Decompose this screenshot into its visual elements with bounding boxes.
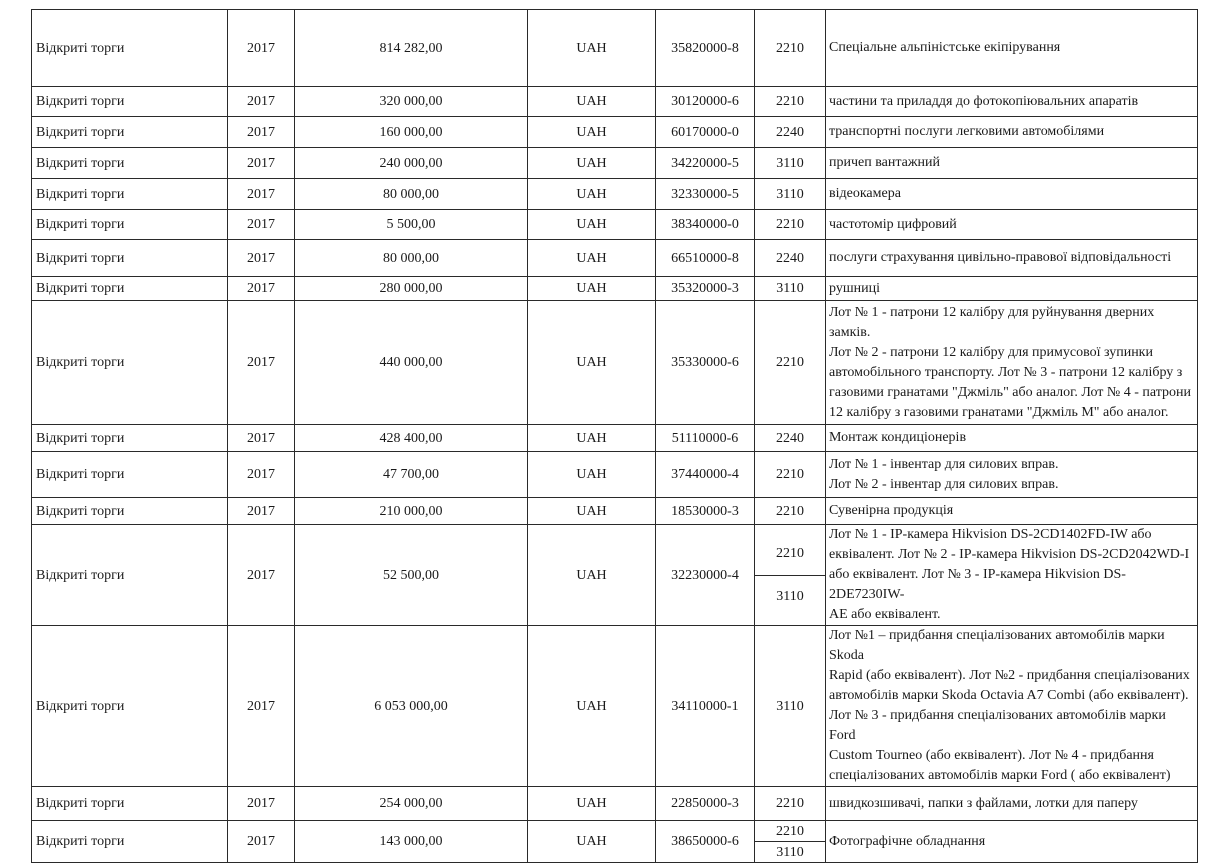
cell-currency: UAH <box>528 277 656 301</box>
cell-currency: UAH <box>528 452 656 498</box>
table-row <box>32 87 1198 117</box>
cell-year: 2017 <box>228 210 295 240</box>
description-line: послуги страхування цивільно-правової відповідальності <box>829 250 1172 265</box>
table-row <box>32 498 1198 525</box>
cell-description <box>826 148 1198 179</box>
cell-kekv: 2210 <box>755 787 826 821</box>
cell-year: 2017 <box>228 525 295 626</box>
table-row <box>32 117 1198 148</box>
cell-kekv: 3110 <box>755 626 826 787</box>
cell-kekv: 2210 <box>755 10 826 87</box>
cell-amount: 5 500,00 <box>295 210 528 240</box>
cell-amount: 440 000,00 <box>295 301 528 425</box>
cell-kekv: 2240 <box>755 117 826 148</box>
kekv-code: 3110 <box>755 575 825 618</box>
cell-description <box>826 787 1198 821</box>
cell-amount: 280 000,00 <box>295 277 528 301</box>
cell-procedure: Відкриті торги <box>32 301 228 425</box>
cell-amount: 80 000,00 <box>295 240 528 277</box>
cell-cpv: 35330000-6 <box>656 301 755 425</box>
cell-year: 2017 <box>228 626 295 787</box>
cell-amount: 320 000,00 <box>295 87 528 117</box>
table-row <box>32 277 1198 301</box>
description-line: частини та приладдя до фотокопіювальних апаратів <box>829 93 1139 109</box>
description-line: або еквівалент. Лот № 3 - IP-камера Hikvision DS-2DE7230IW- <box>829 567 1126 602</box>
cell-description <box>826 240 1198 277</box>
cell-currency: UAH <box>528 787 656 821</box>
cell-procedure: Відкриті торги <box>32 87 228 117</box>
kekv-code: 2210 <box>776 546 804 561</box>
kekv-code: 2210 <box>776 823 804 839</box>
cell-amount: 160 000,00 <box>295 117 528 148</box>
description-line: газовими гранатами "Джміль" або аналог. Лот № 4 - патрони <box>829 384 1192 400</box>
description-line: AE або еквівалент. <box>829 607 941 622</box>
cell-year: 2017 <box>228 425 295 452</box>
cell-year: 2017 <box>228 10 295 87</box>
cell-year: 2017 <box>228 301 295 425</box>
cell-year: 2017 <box>228 498 295 525</box>
description-line: Custom Tourneo (або еквівалент). Лот № 4 - придбання <box>829 748 1154 763</box>
description-line: Лот № 1 - інвентар для силових вправ. <box>829 456 1059 472</box>
cell-kekv: 2210 <box>755 301 826 425</box>
cell-cpv: 34110000-1 <box>656 626 755 787</box>
cell-cpv: 32330000-5 <box>656 179 755 210</box>
table-row <box>32 787 1198 821</box>
description-line: Лот № 1 - патрони 12 калібру для руйнування дверних замків. <box>829 304 1155 340</box>
cell-cpv: 60170000-0 <box>656 117 755 148</box>
description-line: Фотографічне обладнання <box>829 833 986 849</box>
cell-procedure: Відкриті торги <box>32 626 228 787</box>
cell-description <box>826 821 1198 863</box>
cell-year: 2017 <box>228 117 295 148</box>
description-line: Лот № 2 - інвентар для силових вправ. <box>829 476 1059 492</box>
cell-procedure: Відкриті торги <box>32 498 228 525</box>
table-row <box>32 179 1198 210</box>
cell-cpv: 66510000-8 <box>656 240 755 277</box>
table-row <box>32 626 1198 787</box>
cell-description <box>826 425 1198 452</box>
table-row <box>32 301 1198 425</box>
table-row <box>32 240 1198 277</box>
cell-cpv: 38340000-0 <box>656 210 755 240</box>
cell-cpv: 22850000-3 <box>656 787 755 821</box>
cell-description <box>826 626 1198 787</box>
description-line: Лот №1 – придбання спеціалізованих автомобілів марки Skoda <box>829 628 1165 663</box>
cell-kekv: 2240 <box>755 425 826 452</box>
description-line: автомобілів марки Skoda Octavia A7 Combi (або еквівалент). <box>829 688 1189 703</box>
cell-description <box>826 210 1198 240</box>
cell-year: 2017 <box>228 277 295 301</box>
cell-cpv: 38650000-6 <box>656 821 755 863</box>
cell-procedure: Відкриті торги <box>32 821 228 863</box>
cell-currency: UAH <box>528 425 656 452</box>
cell-amount: 210 000,00 <box>295 498 528 525</box>
description-line: причеп вантажний <box>829 155 941 170</box>
cell-procedure: Відкриті торги <box>32 240 228 277</box>
cell-year: 2017 <box>228 179 295 210</box>
cell-cpv: 32230000-4 <box>656 525 755 626</box>
cell-year: 2017 <box>228 787 295 821</box>
description-line: Спеціальне альпіністське екіпірування <box>829 40 1061 55</box>
cell-currency: UAH <box>528 210 656 240</box>
cell-cpv: 35320000-3 <box>656 277 755 301</box>
table-row <box>32 10 1198 87</box>
cell-kekv: 3110 <box>755 277 826 301</box>
cell-kekv: 3110 <box>755 179 826 210</box>
procurement-sheet <box>31 9 1197 863</box>
description-line: транспортні послуги легковими автомобілями <box>829 124 1105 139</box>
cell-procedure: Відкриті торги <box>32 277 228 301</box>
description-line: частотомір цифровий <box>829 216 957 232</box>
cell-kekv: 2210 <box>755 498 826 525</box>
cell-currency: UAH <box>528 498 656 525</box>
table-row <box>32 210 1198 240</box>
cell-cpv: 30120000-6 <box>656 87 755 117</box>
cell-currency: UAH <box>528 301 656 425</box>
kekv-code: 3110 <box>755 842 825 863</box>
cell-amount: 814 282,00 <box>295 10 528 87</box>
table-row <box>32 452 1198 498</box>
cell-cpv: 18530000-3 <box>656 498 755 525</box>
cell-procedure: Відкриті торги <box>32 179 228 210</box>
description-line: рушниці <box>829 280 880 296</box>
description-line: Монтаж кондиціонерів <box>829 430 967 445</box>
cell-kekv <box>755 525 826 626</box>
kekv-split-table <box>755 533 825 618</box>
cell-year: 2017 <box>228 452 295 498</box>
cell-procedure: Відкриті торги <box>32 148 228 179</box>
cell-amount: 143 000,00 <box>295 821 528 863</box>
cell-cpv: 37440000-4 <box>656 452 755 498</box>
description-line: Лот № 1 - IP-камера Hikvision DS-2CD1402FD-IW або <box>829 527 1152 542</box>
cell-description <box>826 10 1198 87</box>
table-row <box>32 425 1198 452</box>
cell-currency: UAH <box>528 179 656 210</box>
description-line: еквівалент. Лот № 2 - IP-камера Hikvision DS-2CD2042WD-I <box>829 547 1190 562</box>
table-row <box>32 148 1198 179</box>
description-line: Лот № 2 - патрони 12 калібру для примусової зупинки <box>829 344 1153 360</box>
cell-currency: UAH <box>528 240 656 277</box>
cell-cpv: 51110000-6 <box>656 425 755 452</box>
cell-description <box>826 498 1198 525</box>
description-line: автомобільного транспорту. Лот № 3 - патрони 12 калібру з <box>829 364 1183 380</box>
cell-currency: UAH <box>528 148 656 179</box>
cell-cpv: 34220000-5 <box>656 148 755 179</box>
description-line: швидкозшивачі, папки з файлами, лотки для паперу <box>829 795 1138 811</box>
cell-kekv: 2210 <box>755 210 826 240</box>
cell-currency: UAH <box>528 10 656 87</box>
cell-year: 2017 <box>228 240 295 277</box>
cell-amount: 6 053 000,00 <box>295 626 528 787</box>
description-line: спеціалізованих автомобілів марки Ford ( або еквівалент) <box>829 768 1171 783</box>
cell-description <box>826 452 1198 498</box>
description-line: відеокамера <box>829 186 901 201</box>
description-line: Сувенірна продукція <box>829 503 954 518</box>
cell-year: 2017 <box>228 821 295 863</box>
cell-currency: UAH <box>528 87 656 117</box>
cell-description <box>826 277 1198 301</box>
cell-kekv: 2210 <box>755 452 826 498</box>
cell-procedure: Відкриті торги <box>32 117 228 148</box>
cell-kekv: 2240 <box>755 240 826 277</box>
cell-procedure: Відкриті торги <box>32 10 228 87</box>
cell-kekv <box>755 821 826 863</box>
cell-currency: UAH <box>528 117 656 148</box>
cell-currency: UAH <box>528 821 656 863</box>
cell-currency: UAH <box>528 525 656 626</box>
cell-procedure: Відкриті торги <box>32 787 228 821</box>
cell-amount: 47 700,00 <box>295 452 528 498</box>
cell-cpv: 35820000-8 <box>656 10 755 87</box>
cell-procedure: Відкриті торги <box>32 210 228 240</box>
cell-description <box>826 525 1198 626</box>
cell-amount: 428 400,00 <box>295 425 528 452</box>
cell-description <box>826 179 1198 210</box>
cell-description <box>826 301 1198 425</box>
cell-procedure: Відкриті торги <box>32 452 228 498</box>
table-row <box>32 821 1198 863</box>
cell-amount: 80 000,00 <box>295 179 528 210</box>
cell-procedure: Відкриті торги <box>32 425 228 452</box>
cell-kekv: 2210 <box>755 87 826 117</box>
table-body <box>32 10 1198 863</box>
cell-description <box>826 117 1198 148</box>
cell-kekv: 3110 <box>755 148 826 179</box>
description-line: Rapid (або еквівалент). Лот №2 - придбання спеціалізованих <box>829 668 1190 683</box>
cell-year: 2017 <box>228 148 295 179</box>
cell-description <box>826 87 1198 117</box>
cell-amount: 254 000,00 <box>295 787 528 821</box>
description-line: Лот № 3 - придбання спеціалізованих автомобілів марки Ford <box>829 708 1166 743</box>
cell-procedure: Відкриті торги <box>32 525 228 626</box>
kekv-split-table <box>755 821 825 862</box>
cell-amount: 52 500,00 <box>295 525 528 626</box>
procurement-table <box>31 9 1198 863</box>
cell-currency: UAH <box>528 626 656 787</box>
cell-amount: 240 000,00 <box>295 148 528 179</box>
table-row <box>32 525 1198 626</box>
cell-year: 2017 <box>228 87 295 117</box>
description-line: 12 калібру з газовими гранатами "Джміль М" або аналог. <box>829 404 1169 420</box>
